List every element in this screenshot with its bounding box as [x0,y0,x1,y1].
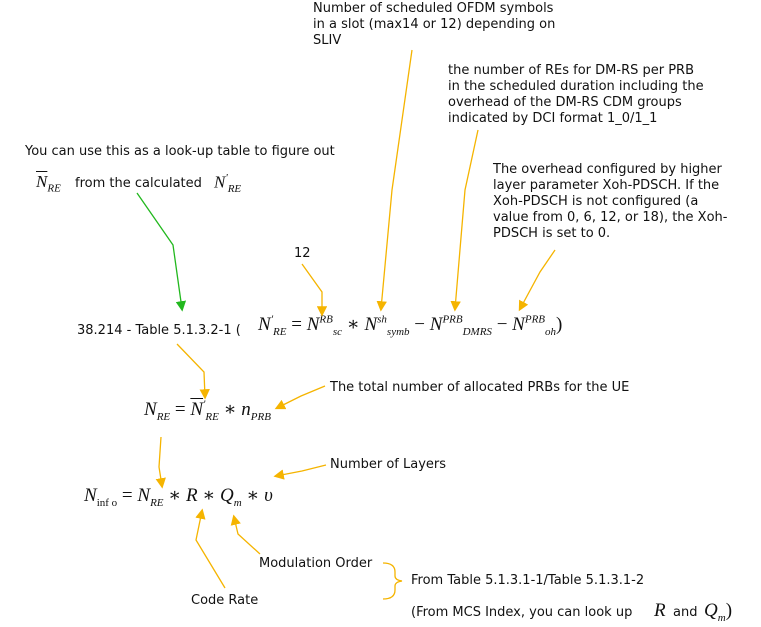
note-from-table: From Table 5.1.3.1-1/Table 5.1.3.1-2 [411,573,645,588]
note-mcs: (From MCS Index, you can look up [411,605,633,620]
arrow-code-rate [196,511,225,588]
arrow-ofdm [381,50,412,309]
arrow-twelve [302,264,322,314]
r-symbol: R [654,600,666,621]
arrow-total-prbs [277,386,325,408]
arrow-table-to-nre [177,344,205,397]
arrow-lookup [137,193,182,309]
nre-prime-formula: $N'_{RE} = N^{RB}_{sc}$ ∗ $N^{sh}_{symb} - N^{PRB}_{DMRS} - N^{PRB}_{oh}$) [258,313,563,338]
note-code-rate: Code Rate [191,593,259,608]
qm-symbol: $Q_m$) [704,600,733,624]
note-xoh: The overhead configured by higher layer parameter Xoh-PDSCH. If the Xoh-PDSCH is not configured (a value from 0, 6, 12, or 18), the Xoh- PDSCH is set to 0. [493,162,728,241]
note-layers: Number of Layers [330,457,447,472]
note-lookup: You can use this as a look-up table to figure out [25,144,335,159]
note-total-prbs: The total number of allocated PRBs for the UE [330,380,630,395]
arrow-nre-to-ninfo [159,437,162,486]
arrow-modulation [234,517,260,554]
nre-prime-symbol: $N'_{RE}$ [214,172,242,196]
brace [383,563,402,599]
note-lookup-suffix: from the calculated [75,176,202,191]
note-and: and [673,605,698,620]
arrow-layers [276,465,326,476]
note-dmrs: the number of REs for DM-RS per PRB in the scheduled duration including the overhead of the DM-RS CDM groups indicated by DCI format 1_0/1_1 [448,63,704,126]
note-modulation: Modulation Order [259,556,373,571]
label-twelve: 12 [294,246,311,261]
nre-bar-symbol: $\overline{N}_{RE}$ [36,172,61,195]
arrow-dmrs [455,130,478,309]
table-reference: 38.214 - Table 5.1.3.2-1 ( [77,323,241,338]
ninfo-formula: $N_{inf o} = N_{RE}$ ∗ R ∗ $Q_m$ ∗ υ [84,485,273,509]
arrow-xoh [520,250,555,309]
nre-formula: $N_{RE} = \overline{N}'_{RE}$ ∗ $n_{PRB}$ [144,398,271,423]
note-ofdm-symbols: Number of scheduled OFDM symbols in a slot (max14 or 12) depending on SLIV [313,1,556,48]
